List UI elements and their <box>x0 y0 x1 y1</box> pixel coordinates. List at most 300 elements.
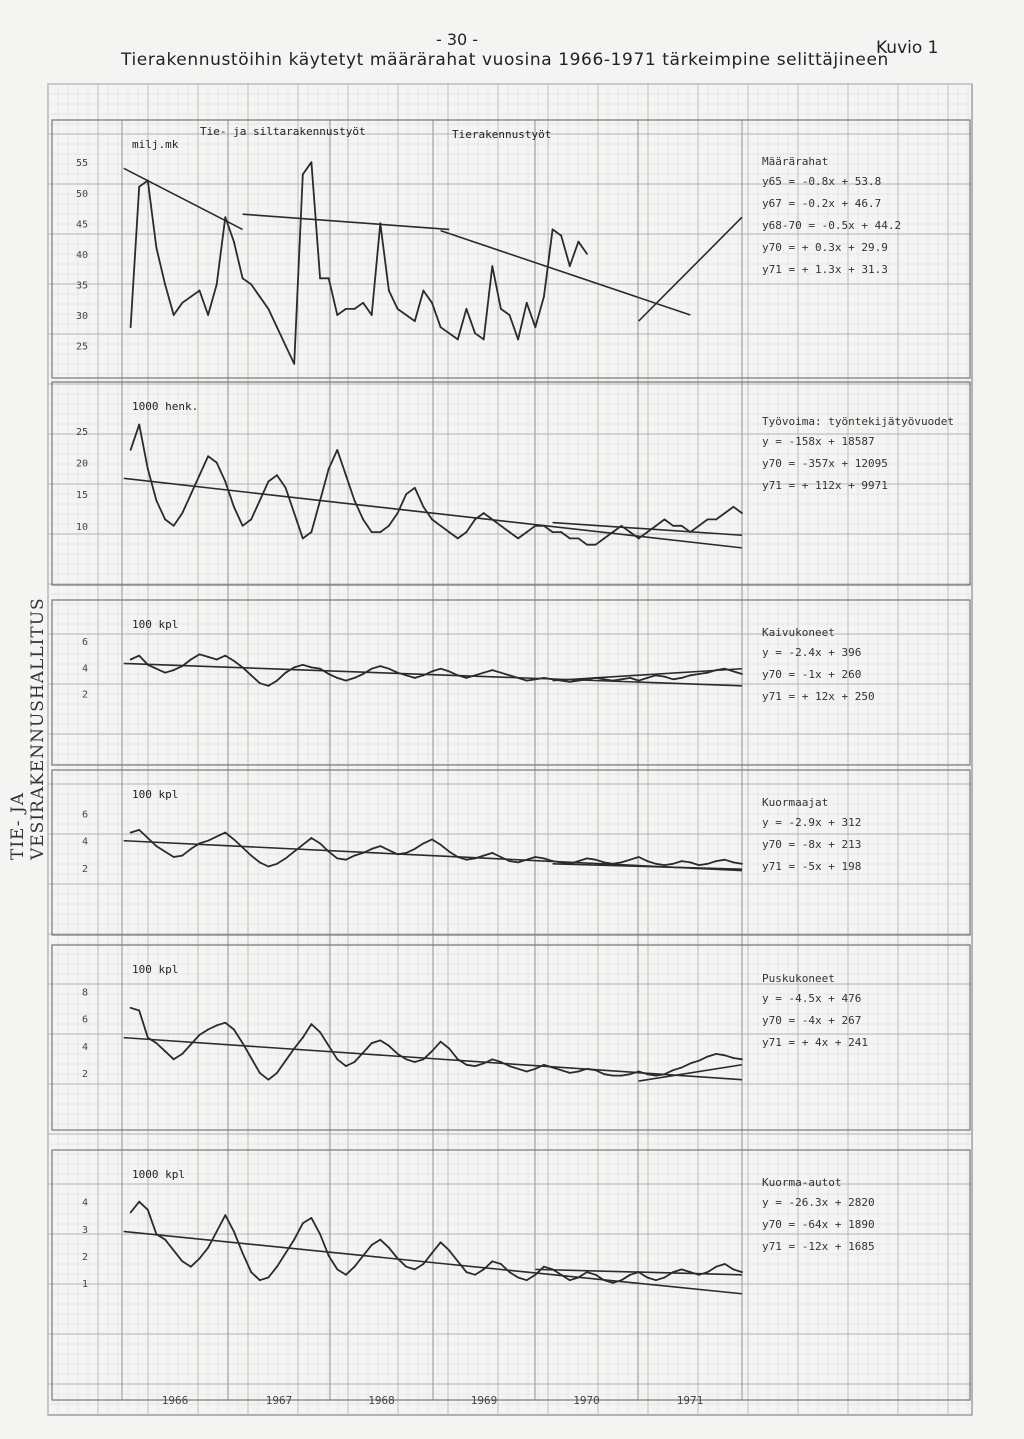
data-point <box>724 859 726 861</box>
y-tick-label: 6 <box>81 1014 88 1026</box>
x-tick-label: 1969 <box>470 1394 498 1407</box>
data-point <box>681 525 683 527</box>
y-tick-label: 25 <box>75 341 88 353</box>
data-point <box>199 474 201 476</box>
data-point <box>664 1073 666 1075</box>
data-point <box>491 852 493 854</box>
data-point <box>397 1053 399 1055</box>
data-point <box>491 1058 493 1060</box>
data-point <box>698 864 700 866</box>
data-point <box>259 1279 261 1281</box>
data-point <box>405 1058 407 1060</box>
data-point <box>362 1255 364 1257</box>
y-tick-label: 6 <box>81 637 88 649</box>
panel-frame <box>52 600 970 765</box>
data-point <box>276 1266 278 1268</box>
data-point <box>328 277 330 279</box>
data-point <box>147 837 149 839</box>
data-point <box>173 669 175 671</box>
data-point <box>586 1068 588 1070</box>
data-point <box>577 680 579 682</box>
data-point <box>560 531 562 533</box>
series-name: Kaivukoneet <box>762 626 835 639</box>
data-point <box>517 677 519 679</box>
data-point <box>147 664 149 666</box>
data-point <box>422 1263 424 1265</box>
data-point <box>190 1266 192 1268</box>
data-point <box>259 296 261 298</box>
equation-label: y70 = -357x + 12095 <box>762 457 888 470</box>
data-point <box>732 670 734 672</box>
data-point <box>440 844 442 846</box>
data-point <box>655 1279 657 1281</box>
data-point <box>233 1231 235 1233</box>
data-point <box>474 1065 476 1067</box>
data-point <box>448 531 450 533</box>
data-point <box>431 1050 433 1052</box>
data-point <box>397 308 399 310</box>
unit-label: 1000 kpl <box>132 1168 185 1181</box>
data-point <box>534 678 536 680</box>
data-point <box>689 1271 691 1273</box>
data-point <box>595 544 597 546</box>
data-point <box>577 538 579 540</box>
data-point <box>681 860 683 862</box>
data-point <box>181 512 183 514</box>
data-point <box>681 1067 683 1069</box>
data-point <box>276 1072 278 1074</box>
data-point <box>483 1268 485 1270</box>
data-point <box>181 665 183 667</box>
data-point <box>500 672 502 674</box>
data-point <box>422 506 424 508</box>
data-point <box>285 1060 287 1062</box>
data-point <box>311 667 313 669</box>
data-point <box>302 1222 304 1224</box>
data-point <box>319 1233 321 1235</box>
data-point <box>397 512 399 514</box>
data-point <box>267 308 269 310</box>
data-point <box>311 1217 313 1219</box>
data-point <box>405 314 407 316</box>
data-point <box>224 832 226 834</box>
y-tick-label: 4 <box>81 663 88 675</box>
data-point <box>362 519 364 521</box>
data-point <box>138 1201 140 1203</box>
data-point <box>285 672 287 674</box>
data-point <box>138 829 140 831</box>
data-point <box>724 512 726 514</box>
data-point <box>483 1063 485 1065</box>
data-point <box>612 680 614 682</box>
data-point <box>672 1271 674 1273</box>
data-point <box>199 843 201 845</box>
data-point <box>224 655 226 657</box>
data-point <box>500 308 502 310</box>
data-point <box>311 1023 313 1025</box>
data-point <box>216 1231 218 1233</box>
x-tick-label: 1967 <box>265 1394 293 1407</box>
unit-label: 100 kpl <box>132 963 179 976</box>
data-point <box>130 449 132 451</box>
data-point <box>371 531 373 533</box>
data-point <box>440 668 442 670</box>
data-point <box>646 677 648 679</box>
data-point <box>440 525 442 527</box>
data-point <box>319 843 321 845</box>
data-point <box>259 500 261 502</box>
y-tick-label: 4 <box>81 1041 88 1053</box>
data-point <box>130 659 132 661</box>
data-point <box>242 277 244 279</box>
data-point <box>431 670 433 672</box>
data-point <box>569 265 571 267</box>
data-point <box>422 843 424 845</box>
panel-1 <box>52 120 970 378</box>
header-label: Tie- ja siltarakennustyöt <box>200 125 366 138</box>
data-point <box>474 674 476 676</box>
data-point <box>646 1277 648 1279</box>
data-point <box>233 838 235 840</box>
data-point <box>216 1025 218 1027</box>
data-point <box>388 290 390 292</box>
data-point <box>526 531 528 533</box>
data-point <box>664 864 666 866</box>
data-point <box>388 525 390 527</box>
data-point <box>156 1042 158 1044</box>
data-point <box>698 525 700 527</box>
data-point <box>354 1266 356 1268</box>
data-point <box>569 863 571 865</box>
data-point <box>431 1252 433 1254</box>
data-point <box>397 853 399 855</box>
equation-label: y71 = -5x + 198 <box>762 860 862 873</box>
data-point <box>293 1048 295 1050</box>
page-number: - 30 - <box>436 30 479 49</box>
data-point <box>543 296 545 298</box>
data-point <box>311 837 313 839</box>
data-point <box>224 1022 226 1024</box>
data-point <box>293 851 295 853</box>
equation-label: y = -158x + 18587 <box>762 435 875 448</box>
data-series-line <box>131 654 742 686</box>
data-point <box>130 1212 132 1214</box>
data-point <box>612 863 614 865</box>
data-point <box>509 674 511 676</box>
data-point <box>199 290 201 292</box>
data-point <box>285 345 287 347</box>
data-point <box>371 314 373 316</box>
data-point <box>379 1239 381 1241</box>
data-point <box>629 677 631 679</box>
data-point <box>457 674 459 676</box>
data-point <box>147 468 149 470</box>
data-point <box>689 862 691 864</box>
data-point <box>509 1271 511 1273</box>
data-point <box>526 859 528 861</box>
data-point <box>242 1042 244 1044</box>
equation-label: y71 = + 4x + 241 <box>762 1036 868 1049</box>
data-point <box>190 1044 192 1046</box>
data-point <box>560 680 562 682</box>
data-point <box>466 859 468 861</box>
data-point <box>345 1274 347 1276</box>
data-point <box>698 1274 700 1276</box>
data-point <box>345 680 347 682</box>
data-point <box>267 685 269 687</box>
y-tick-label: 2 <box>81 689 88 701</box>
y-tick-label: 3 <box>81 1224 88 1236</box>
data-point <box>457 339 459 341</box>
trend-line <box>639 217 742 321</box>
series-name: Puskukoneet <box>762 972 835 985</box>
data-point <box>164 1239 166 1241</box>
data-point <box>689 531 691 533</box>
data-point <box>336 677 338 679</box>
data-point <box>672 678 674 680</box>
y-tick-label: 40 <box>75 249 88 261</box>
panel-4 <box>52 770 970 935</box>
data-point <box>302 174 304 176</box>
data-point <box>638 1071 640 1073</box>
data-point <box>422 1058 424 1060</box>
data-point <box>147 1037 149 1039</box>
y-tick-label: 10 <box>75 521 88 533</box>
data-point <box>156 1233 158 1235</box>
data-point <box>156 500 158 502</box>
data-point <box>293 512 295 514</box>
data-point <box>603 1073 605 1075</box>
data-point <box>681 1268 683 1270</box>
y-tick-label: 55 <box>75 158 88 170</box>
data-point <box>552 229 554 231</box>
data-point <box>224 216 226 218</box>
data-point <box>621 678 623 680</box>
data-point <box>732 1057 734 1059</box>
data-point <box>362 852 364 854</box>
data-point <box>207 656 209 658</box>
data-point <box>207 314 209 316</box>
data-point <box>543 1266 545 1268</box>
trend-line <box>553 523 742 536</box>
data-point <box>552 678 554 680</box>
data-point <box>612 1282 614 1284</box>
data-point <box>319 277 321 279</box>
data-point <box>707 1271 709 1273</box>
data-point <box>328 1045 330 1047</box>
data-point <box>190 659 192 661</box>
data-point <box>259 862 261 864</box>
y-tick-label: 1 <box>81 1278 88 1290</box>
data-point <box>474 332 476 334</box>
data-point <box>448 1048 450 1050</box>
data-point <box>448 332 450 334</box>
data-point <box>216 659 218 661</box>
y-tick-label: 4 <box>81 1197 88 1209</box>
data-point <box>526 302 528 304</box>
data-point <box>466 1064 468 1066</box>
data-point <box>638 680 640 682</box>
data-point <box>457 1260 459 1262</box>
data-point <box>414 1061 416 1063</box>
data-point <box>388 849 390 851</box>
data-point <box>345 474 347 476</box>
panel-6 <box>52 1150 970 1400</box>
data-point <box>603 862 605 864</box>
data-point <box>466 531 468 533</box>
data-point <box>543 1064 545 1066</box>
data-point <box>267 866 269 868</box>
equation-label: y = -26.3x + 2820 <box>762 1196 875 1209</box>
data-point <box>405 493 407 495</box>
data-point <box>224 481 226 483</box>
equation-label: y70 = -64x + 1890 <box>762 1218 875 1231</box>
data-point <box>302 538 304 540</box>
data-point <box>371 848 373 850</box>
data-point <box>707 672 709 674</box>
data-point <box>259 682 261 684</box>
data-point <box>509 1065 511 1067</box>
data-point <box>414 848 416 850</box>
data-point <box>354 308 356 310</box>
data-point <box>302 844 304 846</box>
x-tick-label: 1971 <box>676 1394 704 1407</box>
data-point <box>319 1031 321 1033</box>
data-point <box>457 1058 459 1060</box>
data-point <box>293 363 295 365</box>
y-tick-label: 30 <box>75 311 88 322</box>
data-point <box>173 525 175 527</box>
data-point <box>276 680 278 682</box>
data-point <box>621 525 623 527</box>
data-point <box>250 1271 252 1273</box>
data-point <box>345 859 347 861</box>
data-point <box>164 519 166 521</box>
data-point <box>336 314 338 316</box>
panel-2 <box>52 382 970 585</box>
data-point <box>517 862 519 864</box>
data-point <box>707 1056 709 1058</box>
data-point <box>741 863 743 865</box>
y-tick-label: 2 <box>81 1068 88 1080</box>
data-point <box>466 1271 468 1273</box>
data-point <box>293 667 295 669</box>
data-point <box>267 1079 269 1081</box>
data-point <box>732 506 734 508</box>
data-point <box>379 222 381 224</box>
data-point <box>431 519 433 521</box>
data-point <box>715 519 717 521</box>
data-point <box>440 326 442 328</box>
data-point <box>414 677 416 679</box>
data-point <box>207 1247 209 1249</box>
data-point <box>276 326 278 328</box>
data-point <box>534 1068 536 1070</box>
series-name: Kuorma-autot <box>762 1176 842 1189</box>
data-point <box>285 857 287 859</box>
data-point <box>698 673 700 675</box>
data-point <box>603 1279 605 1281</box>
data-point <box>164 672 166 674</box>
y-tick-label: 4 <box>81 836 88 848</box>
unit-label: milj.mk <box>132 138 179 151</box>
data-point <box>285 1252 287 1254</box>
x-tick-label: 1968 <box>368 1394 395 1407</box>
data-point <box>586 678 588 680</box>
data-point <box>741 512 743 514</box>
data-point <box>233 660 235 662</box>
data-point <box>138 424 140 426</box>
equation-label: y = -2.9x + 312 <box>762 816 862 829</box>
data-point <box>466 677 468 679</box>
data-point <box>474 519 476 521</box>
data-point <box>474 857 476 859</box>
data-point <box>242 525 244 527</box>
data-point <box>491 519 493 521</box>
data-point <box>560 235 562 237</box>
data-point <box>405 852 407 854</box>
data-point <box>336 449 338 451</box>
data-point <box>311 531 313 533</box>
data-point <box>586 544 588 546</box>
y-tick-label: 35 <box>75 280 88 292</box>
equation-label: y70 = -4x + 267 <box>762 1014 862 1027</box>
data-point <box>534 326 536 328</box>
unit-label: 100 kpl <box>132 618 179 631</box>
data-point <box>664 676 666 678</box>
equation-label: y65 = -0.8x + 53.8 <box>762 175 882 188</box>
data-point <box>336 1268 338 1270</box>
data-point <box>741 1058 743 1060</box>
data-point <box>173 1058 175 1060</box>
data-point <box>491 265 493 267</box>
data-point <box>517 339 519 341</box>
equation-label: y = -2.4x + 396 <box>762 646 862 659</box>
data-point <box>483 339 485 341</box>
data-point <box>595 677 597 679</box>
data-point <box>173 856 175 858</box>
data-point <box>190 296 192 298</box>
data-point <box>491 669 493 671</box>
data-point <box>207 455 209 457</box>
data-point <box>509 314 511 316</box>
data-point <box>276 474 278 476</box>
equation-label: y68-70 = -0.5x + 44.2 <box>762 219 902 232</box>
data-point <box>190 848 192 850</box>
data-point <box>362 302 364 304</box>
header-label: Tierakennustyöt <box>452 128 552 141</box>
data-point <box>595 1274 597 1276</box>
series-name: Työvoima: työntekijätyövuodet <box>762 415 955 428</box>
panel-3 <box>52 600 970 765</box>
data-point <box>379 531 381 533</box>
data-point <box>569 538 571 540</box>
data-point <box>164 851 166 853</box>
data-point <box>655 525 657 527</box>
data-point <box>560 1274 562 1276</box>
data-point <box>595 1069 597 1071</box>
data-point <box>577 1071 579 1073</box>
data-point <box>603 678 605 680</box>
data-point <box>509 531 511 533</box>
data-point <box>552 1067 554 1069</box>
y-tick-label: 2 <box>81 1251 88 1263</box>
data-point <box>483 512 485 514</box>
data-point <box>319 668 321 670</box>
equation-label: y67 = -0.2x + 46.7 <box>762 197 882 210</box>
data-point <box>250 519 252 521</box>
data-point <box>603 538 605 540</box>
